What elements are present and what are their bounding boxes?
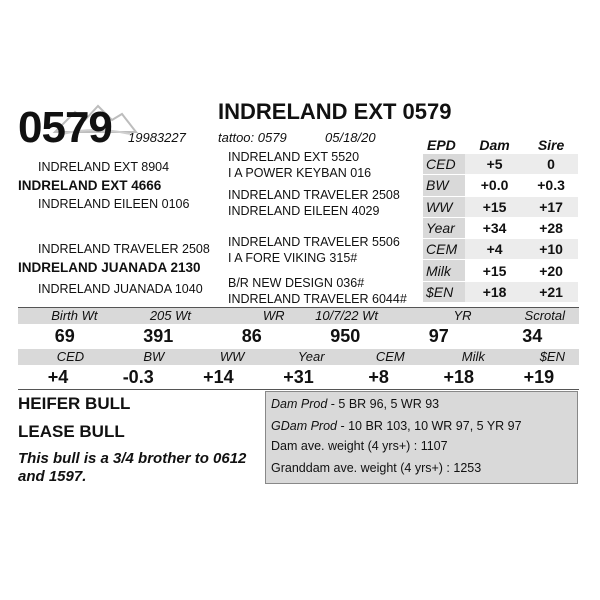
epd-sire-value: +10 bbox=[524, 239, 578, 260]
perf-header-birth-wt: Birth Wt bbox=[51, 308, 98, 323]
epd-row-milk bbox=[423, 260, 578, 281]
epd-row-en bbox=[423, 281, 578, 302]
pedigree-ssdd: INDRELAND EILEEN 4029 bbox=[228, 204, 380, 218]
epd-label: Milk bbox=[423, 260, 465, 281]
bull-epd-value-year: +31 bbox=[283, 367, 314, 387]
bull-epd-header-en: $EN bbox=[539, 349, 565, 364]
bull-epd-value-ww: +14 bbox=[203, 367, 234, 387]
perf-value-wr: 86 bbox=[241, 326, 262, 346]
epd-sire-value: +17 bbox=[524, 196, 578, 217]
birth-date: 05/18/20 bbox=[325, 130, 376, 145]
epd-row-ced bbox=[423, 154, 578, 175]
registration-number: 19983227 bbox=[128, 130, 186, 145]
pedigree-sssd: I A POWER KEYBAN 016 bbox=[228, 166, 372, 180]
pedigree-ssss: INDRELAND EXT 5520 bbox=[228, 150, 360, 164]
divider bbox=[18, 389, 579, 390]
epd-sire-value: 0 bbox=[524, 154, 578, 175]
perf-header-scrotal: Scrotal bbox=[524, 308, 565, 323]
gdam-prod-label: GDam Prod bbox=[271, 419, 337, 433]
bull-epd-header-row bbox=[18, 349, 579, 365]
pedigree-dssd: I A FORE VIKING 315# bbox=[228, 251, 358, 265]
pedigree-dsss: INDRELAND TRAVELER 5506 bbox=[228, 235, 400, 249]
bull-epd-header-ww: WW bbox=[219, 349, 245, 364]
bull-epd-header-year: Year bbox=[297, 349, 325, 364]
epd-row-year bbox=[423, 217, 578, 238]
gdam-prod-value: - 10 BR 103, 10 WR 97, 5 YR 97 bbox=[337, 419, 522, 433]
bull-type-label: HEIFER BULL bbox=[18, 394, 131, 413]
epd-row-cem bbox=[423, 239, 578, 260]
perf-value-yearling-wt: 950 bbox=[330, 326, 361, 346]
pedigree-ssds: INDRELAND TRAVELER 2508 bbox=[228, 188, 400, 202]
perf-value-scrotal: 34 bbox=[522, 326, 543, 346]
granddam-weight: Granddam ave. weight (4 yrs+) : 1253 bbox=[271, 461, 482, 475]
dam-prod-label: Dam Prod bbox=[271, 397, 328, 411]
epd-label: CED bbox=[423, 154, 465, 175]
epd-dam-value: +15 bbox=[465, 260, 524, 281]
epd-sire-value: +21 bbox=[524, 281, 578, 302]
epd-sire-value: +0.3 bbox=[524, 175, 578, 196]
epd-header-dam: Dam bbox=[479, 137, 510, 153]
sale-type-label: LEASE BULL bbox=[18, 422, 125, 441]
epd-dam-value: +0.0 bbox=[465, 175, 524, 196]
epd-row-ww bbox=[423, 196, 578, 217]
bull-note: This bull is a 3/4 brother to 0612 and 1597. bbox=[18, 450, 247, 485]
gdam-prod-line bbox=[271, 418, 522, 434]
epd-label: $EN bbox=[423, 281, 465, 302]
bull-epd-header-cem: CEM bbox=[375, 349, 405, 364]
epd-header-label: EPD bbox=[427, 137, 456, 153]
pedigree-sire-sire: INDRELAND EXT 8904 bbox=[38, 160, 170, 174]
perf-value-birth-wt: 69 bbox=[54, 326, 75, 346]
bull-epd-value-milk: +18 bbox=[443, 367, 475, 387]
epd-header-sire: Sire bbox=[537, 137, 565, 153]
perf-header-wr: WR bbox=[262, 308, 285, 323]
pedigree-dam: INDRELAND JUANADA 2130 bbox=[18, 260, 201, 275]
bull-epd-value-ced: +4 bbox=[47, 367, 69, 387]
dam-prod-line bbox=[271, 396, 439, 412]
perf-header-yearling-wt: 10/7/22 Wt bbox=[315, 308, 378, 323]
epd-label: CEM bbox=[423, 239, 465, 260]
bull-epd-value-cem: +8 bbox=[368, 367, 389, 387]
bull-epd-header-milk: Milk bbox=[461, 349, 485, 364]
pedigree-ddsd: INDRELAND TRAVELER 6044# bbox=[228, 292, 407, 306]
epd-label: Year bbox=[423, 217, 465, 238]
epd-dam-value: +34 bbox=[465, 217, 524, 238]
performance-header-row bbox=[18, 308, 579, 324]
bull-epd-header-ced: CED bbox=[56, 349, 85, 364]
pedigree-dam-sire: INDRELAND TRAVELER 2508 bbox=[38, 242, 210, 256]
epd-row-bw bbox=[423, 175, 578, 196]
bull-name: INDRELAND EXT 0579 bbox=[218, 99, 452, 124]
lot-number: 0579 bbox=[18, 103, 112, 152]
bull-epd-value-bw: -0.3 bbox=[122, 367, 154, 387]
epd-sire-value: +20 bbox=[524, 260, 578, 281]
pedigree-dam-dam: INDRELAND JUANADA 1040 bbox=[38, 282, 203, 296]
epd-table-header bbox=[423, 138, 578, 154]
pedigree-ddss: B/R NEW DESIGN 036# bbox=[228, 276, 365, 290]
pedigree-sire-dam: INDRELAND EILEEN 0106 bbox=[38, 197, 190, 211]
epd-dam-value: +18 bbox=[465, 281, 524, 302]
performance-value-row bbox=[18, 325, 579, 347]
perf-value-205-wt: 391 bbox=[143, 326, 174, 346]
epd-label: WW bbox=[423, 196, 465, 217]
perf-header-yr: YR bbox=[453, 308, 472, 323]
epd-dam-value: +15 bbox=[465, 196, 524, 217]
perf-header-205-wt: 205 Wt bbox=[149, 308, 191, 323]
dam-weight: Dam ave. weight (4 yrs+) : 1107 bbox=[271, 439, 448, 453]
epd-dam-value: +4 bbox=[465, 239, 524, 260]
epd-dam-value: +5 bbox=[465, 154, 524, 175]
epd-label: BW bbox=[423, 175, 465, 196]
bull-epd-value-row bbox=[18, 366, 579, 388]
epd-sire-value: +28 bbox=[524, 217, 578, 238]
bull-epd-value-en: +19 bbox=[523, 367, 555, 387]
perf-value-yr: 97 bbox=[428, 326, 449, 346]
tattoo: tattoo: 0579 bbox=[218, 130, 287, 145]
production-box bbox=[265, 391, 578, 484]
bull-epd-header-bw: BW bbox=[143, 349, 165, 364]
epd-table bbox=[423, 138, 578, 302]
dam-prod-value: - 5 BR 96, 5 WR 93 bbox=[327, 397, 440, 411]
pedigree-sire: INDRELAND EXT 4666 bbox=[18, 178, 162, 193]
